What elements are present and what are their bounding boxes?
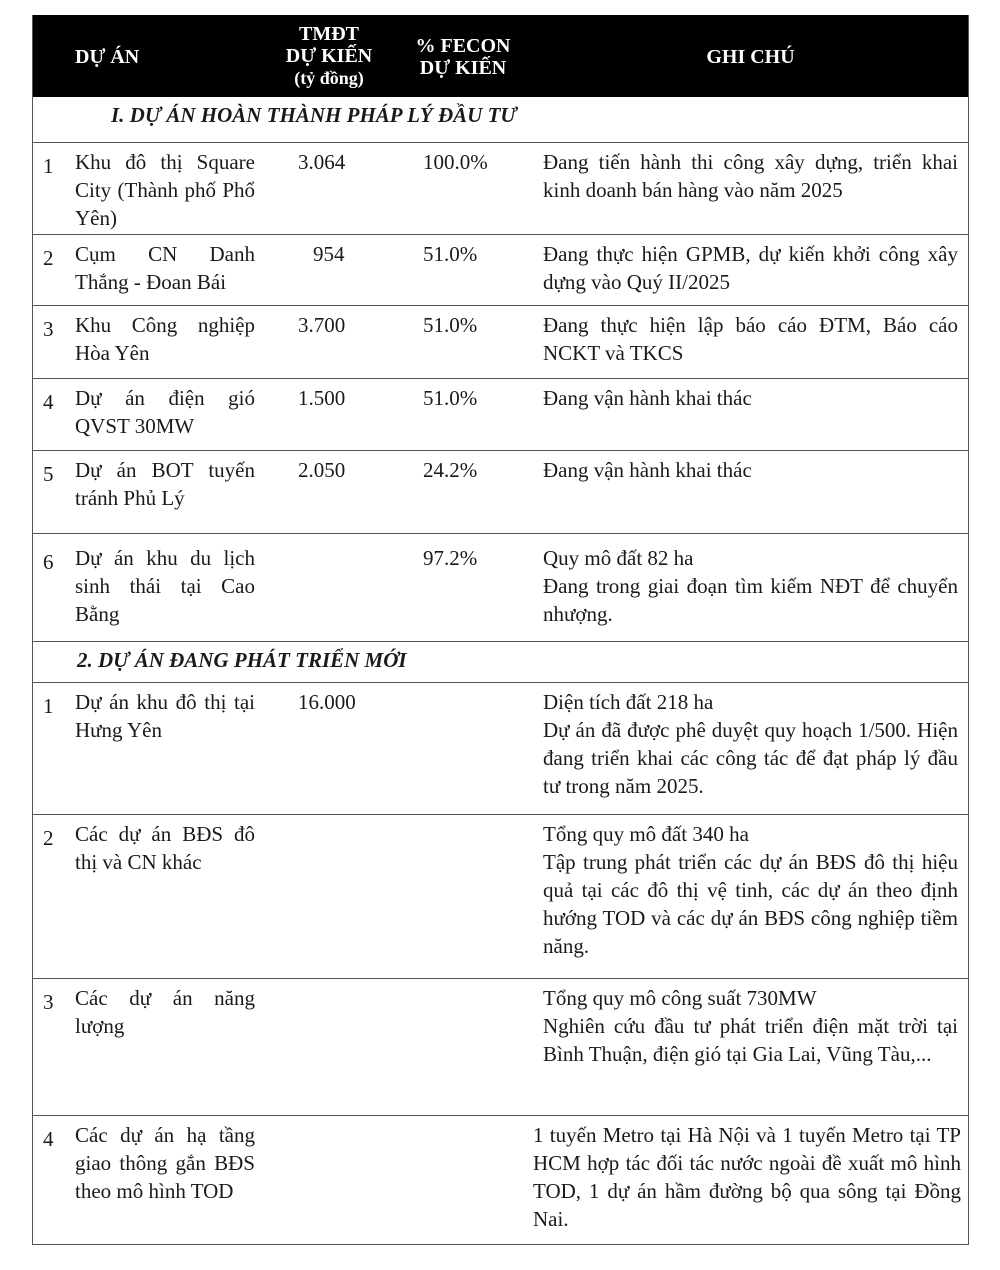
project-name: Khu đô thị Square City (Thành phố Phổ Yên) [75,150,255,230]
project-name: Khu Công nghiệp Hòa Yên [75,313,255,365]
tmdt-value: 16.000 [298,690,356,714]
tmdt-value: 1.500 [298,386,346,410]
tmdt-value: 2.050 [298,458,346,482]
project-name: Các dự án năng lượng [75,986,255,1038]
table-header [33,15,968,97]
project-name: Các dự án hạ tầng giao thông gắn BĐS theo mô hình TOD [75,1123,255,1203]
table-row: 6 Dự án khu du lịch sinh thái tại Cao Bằng 97.2% Quy mô đất 82 ha Đang trong giai đoạn tìm kiếm NĐT để chuyển nhượng. [33,534,968,642]
fecon-pct: 51.0% [423,313,478,337]
fecon-pct: 51.0% [423,242,478,266]
table-row: 3 Khu Công nghiệp Hòa Yên 3.700 51.0% Đang thực hiện lập báo cáo ĐTM, Báo cáo NCKT và TKCS [33,306,968,379]
projects-table [32,15,969,1245]
note: Đang vận hành khai thác [543,386,752,410]
tmdt-value: 3.064 [298,150,346,174]
note: Quy mô đất 82 ha Đang trong giai đoạn tìm kiếm NĐT để chuyển nhượng. [543,546,958,626]
note: Đang thực hiện lập báo cáo ĐTM, Báo cáo NCKT và TKCS [543,313,958,365]
project-name: Cụm CN Danh Thắng - Đoan Bái [75,242,255,294]
table-row: 2 Các dự án BĐS đô thị và CN khác Tổng quy mô đất 340 ha Tập trung phát triển các dự án BĐS đô thị hiệu quả tại các đô thị vệ tinh, các dự án theo định hướng TOD và các dự án BĐS công nghiệp tiềm năng. [33,815,968,979]
note: 1 tuyến Metro tại Hà Nội và 1 tuyến Metro tại TP HCM hợp tác đối tác nước ngoài đề xuất mô hình TOD, 1 dự án hầm đường bộ qua sông tại Đồng Nai. [533,1123,961,1231]
section-title: I. DỰ ÁN HOÀN THÀNH PHÁP LÝ ĐẦU TƯ [33,97,968,143]
note: Tổng quy mô đất 340 ha Tập trung phát triển các dự án BĐS đô thị hiệu quả tại các đô thị vệ tinh, các dự án theo định hướng TOD và các dự án BĐS công nghiệp tiềm năng. [543,822,958,958]
project-name: Dự án điện gió QVST 30MW [75,386,255,438]
header-tmdt: TMĐT DỰ KIẾN (tỷ đồng) [285,23,373,88]
tmdt-value: 3.700 [298,313,346,337]
header-project: DỰ ÁN [75,46,140,68]
note: Đang tiến hành thi công xây dựng, triển khai kinh doanh bán hàng vào năm 2025 [543,150,958,202]
project-name: Dự án BOT tuyến tránh Phủ Lý [75,458,255,510]
table-row: 3 Các dự án năng lượng Tổng quy mô công suất 730MW Nghiên cứu đầu tư phát triển điện mặt trời tại Bình Thuận, điện gió tại Gia Lai, Vũng Tàu,... [33,979,968,1116]
project-name: Các dự án BĐS đô thị và CN khác [75,822,255,874]
fecon-pct: 97.2% [423,546,478,570]
note: Đang vận hành khai thác [543,458,752,482]
header-note: GHI CHÚ [706,46,795,68]
table-row: 1 Khu đô thị Square City (Thành phố Phổ Yên) 3.064 100.0% Đang tiến hành thi công xây dựng, triển khai kinh doanh bán hàng vào năm 2025 [33,143,968,235]
table-row: 4 Các dự án hạ tầng giao thông gắn BĐS theo mô hình TOD 1 tuyến Metro tại Hà Nội và 1 tuyến Metro tại TP HCM hợp tác đối tác nước ngoài đề xuất mô hình TOD, 1 dự án hầm đường bộ qua sông tại Đồng Nai. [33,1116,968,1245]
fecon-pct: 100.0% [423,150,488,174]
note: Đang thực hiện GPMB, dự kiến khởi công xây dựng vào Quý II/2025 [543,242,958,294]
tmdt-value: 954 [313,242,345,266]
table-row: 1 Dự án khu đô thị tại Hưng Yên 16.000 Diện tích đất 218 ha Dự án đã được phê duyệt quy hoạch 1/500. Hiện đang triển khai các công tác để đạt pháp lý đầu tư trong năm 2025. [33,683,968,815]
fecon-pct: 51.0% [423,386,478,410]
fecon-pct: 24.2% [423,458,478,482]
note: Tổng quy mô công suất 730MW Nghiên cứu đầu tư phát triển điện mặt trời tại Bình Thuận, điện gió tại Gia Lai, Vũng Tàu,... [543,986,958,1066]
header-fecon-pct: % FECON DỰ KIẾN [415,35,511,79]
project-name: Dự án khu du lịch sinh thái tại Cao Bằng [75,546,255,626]
table-row: 4 Dự án điện gió QVST 30MW 1.500 51.0% Đang vận hành khai thác [33,379,968,451]
table-row: 2 Cụm CN Danh Thắng - Đoan Bái 954 51.0% Đang thực hiện GPMB, dự kiến khởi công xây dựng vào Quý II/2025 [33,235,968,306]
project-name: Dự án khu đô thị tại Hưng Yên [75,690,255,742]
note: Diện tích đất 218 ha Dự án đã được phê duyệt quy hoạch 1/500. Hiện đang triển khai các công tác để đạt pháp lý đầu tư trong năm 2025. [543,690,958,798]
section-title: 2. DỰ ÁN ĐANG PHÁT TRIỂN MỚI [33,642,968,683]
table-row: 5 Dự án BOT tuyến tránh Phủ Lý 2.050 24.2% Đang vận hành khai thác [33,451,968,534]
